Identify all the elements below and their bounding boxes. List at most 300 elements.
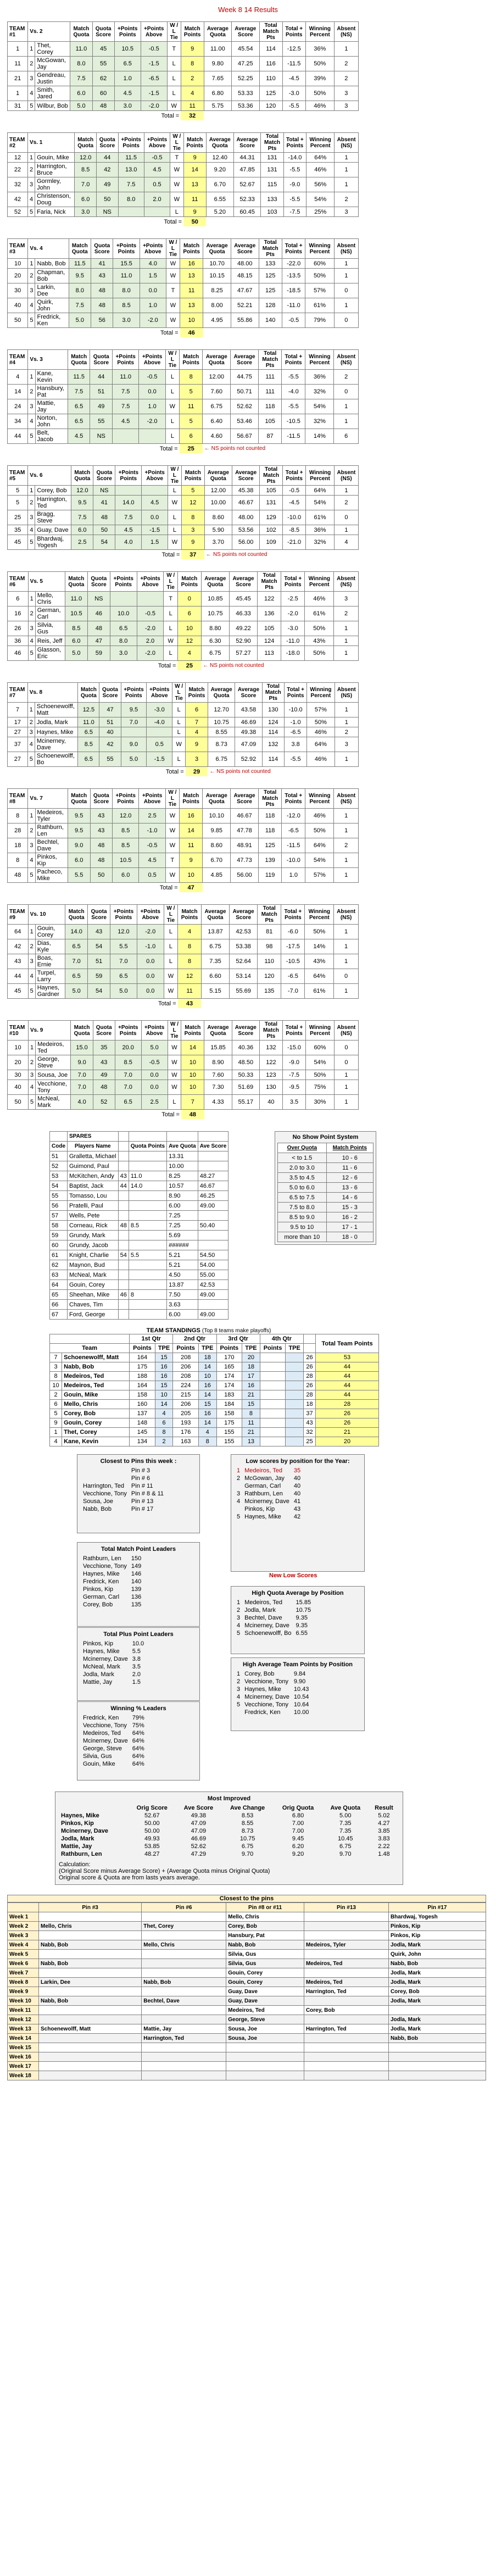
table-cell: 55.69	[230, 984, 258, 999]
table-cell: Pacheco, Mike	[35, 868, 68, 883]
total-label: Total =	[161, 112, 180, 119]
table-cell: 51	[88, 954, 110, 969]
table-cell: 5	[8, 496, 28, 510]
standings-cell: 148	[130, 1418, 155, 1428]
spares-cell: 8	[129, 1290, 166, 1300]
table-cell: 0.0	[141, 1080, 168, 1095]
table-cell: 5	[8, 486, 28, 496]
table-cell: 1	[334, 824, 359, 838]
spares-cell: Chaves, Tim	[68, 1300, 119, 1310]
standings-blank	[50, 1334, 130, 1344]
table-row	[8, 809, 359, 824]
table-cell: -0.5	[139, 370, 165, 385]
most-improved-cell: 6.75	[339, 1843, 352, 1850]
spares-cell: Sheehan, Mike	[68, 1290, 119, 1300]
table-cell: Nabb, Bob	[35, 259, 69, 269]
table-cell: 8.5	[65, 621, 87, 636]
spares-cell	[129, 1300, 166, 1310]
calc-label: Calculation:	[59, 1861, 91, 1868]
standings-cell: 26	[316, 1409, 379, 1418]
table-cell: 36	[8, 636, 29, 646]
table-cell: 4	[27, 192, 35, 207]
table-cell: 4	[334, 535, 358, 550]
table-cell: 123	[259, 1070, 282, 1080]
table-cell: 1.0	[139, 399, 165, 414]
table-cell: 47.09	[235, 737, 262, 752]
standings-cell: 10	[50, 1381, 62, 1390]
standings-cell: 163	[173, 1437, 199, 1446]
spares-cell: ######	[167, 1240, 198, 1250]
spares-cell: 14.0	[129, 1181, 166, 1191]
table-cell: 4.0	[71, 1095, 93, 1110]
table-cell: L	[165, 414, 179, 429]
table-cell: -3.0	[281, 621, 305, 636]
table-cell: 2	[28, 496, 35, 510]
table-cell: 3	[28, 621, 35, 636]
winning-leader-row	[81, 1745, 147, 1752]
most-improved-cell: 50.00	[144, 1820, 160, 1827]
table-cell: 4.85	[203, 868, 231, 883]
table-cell: 1	[28, 370, 35, 385]
table-cell: 9.0	[68, 838, 90, 853]
table-cell: -1.5	[141, 86, 167, 101]
spares-row	[50, 1201, 229, 1211]
table-cell: 13	[180, 298, 203, 313]
most-improved-cell: Mcinerney, Dave	[61, 1828, 109, 1834]
total-note	[206, 217, 358, 227]
table-cell: 44	[97, 153, 119, 163]
table-cell: 32%	[306, 535, 335, 550]
winning-leader-cell: 64%	[132, 1745, 144, 1752]
spares-cell	[198, 1211, 229, 1221]
standings-cell	[260, 1409, 286, 1418]
table-cell: 8.5	[78, 737, 99, 752]
table-cell: 4	[28, 969, 35, 984]
table-cell: 10.5	[113, 853, 139, 868]
low-score-cell: 35	[293, 1467, 301, 1474]
table-cell: 21	[8, 71, 28, 86]
closest-cell	[388, 2052, 486, 2062]
closest-cell: Silvia, Gus	[226, 1959, 304, 1968]
table-cell: 6.0	[65, 636, 87, 646]
table-cell: 1	[334, 636, 359, 646]
spares-cell: 46.25	[198, 1191, 229, 1201]
table-cell: 2	[334, 838, 359, 853]
table-cell: 6.0	[70, 86, 92, 101]
standings-cell: 6	[50, 1400, 62, 1409]
column-header: Match Points	[180, 239, 203, 259]
low-score-row	[235, 1498, 303, 1505]
closest-week-cell: Pin # 3	[131, 1467, 151, 1474]
table-cell: 118	[258, 809, 282, 824]
table-cell: 9.5	[68, 824, 90, 838]
table-cell: 50.71	[231, 385, 259, 399]
table-cell: 8	[178, 939, 202, 954]
standings-cell	[260, 1362, 286, 1372]
table-cell: 0.5	[147, 737, 172, 752]
table-cell: 8.5	[75, 163, 97, 177]
table-cell: McGowan, Jay	[35, 57, 70, 71]
table-cell: -13.5	[282, 269, 305, 283]
table-cell: 5	[27, 207, 35, 217]
table-cell: 118	[258, 399, 282, 414]
spares-cell: 3.63	[167, 1300, 198, 1310]
table-cell: 44	[8, 429, 28, 444]
table-cell: 39%	[305, 71, 334, 86]
table-cell: 11.0	[113, 269, 140, 283]
closest-row	[8, 1959, 486, 1968]
table-cell: 52	[8, 207, 28, 217]
table-cell: 6	[8, 592, 29, 607]
plus-leader-cell: Mattie, Jay	[83, 1679, 113, 1685]
table-cell: 4	[28, 86, 35, 101]
table-cell: 49.22	[229, 621, 257, 636]
match-leaders-panel	[77, 1542, 200, 1627]
spares-row	[50, 1151, 229, 1161]
table-cell: Mcinerney, Dave	[35, 737, 77, 752]
closest-cell: Nabb, Bob	[39, 1959, 142, 1968]
closest-cell: Nabb, Bob	[226, 1940, 304, 1950]
table-cell: Kane, Kevin	[35, 370, 68, 385]
table-row	[8, 101, 359, 111]
most-improved-cell: 47.09	[191, 1820, 207, 1827]
closest-cell: Thet, Corey	[142, 1922, 226, 1931]
table-cell: 7.5	[112, 385, 138, 399]
table-cell: L	[164, 954, 178, 969]
spares-cell: 52	[50, 1161, 68, 1171]
spares-header: Players Name	[68, 1142, 119, 1151]
low-score-row	[235, 1467, 303, 1475]
total-note	[204, 111, 358, 121]
table-cell: 5	[28, 868, 35, 883]
high-quota-cell: 1	[237, 1599, 241, 1606]
column-header: Quota Score	[97, 133, 119, 153]
table-cell: 59	[88, 969, 110, 984]
plus-leader-cell: 3.8	[132, 1656, 141, 1662]
table-cell: L	[164, 646, 178, 661]
table-cell: L	[165, 385, 179, 399]
table-cell: -10.5	[282, 414, 305, 429]
table-cell: 1	[27, 703, 35, 717]
standings-cell: 174	[216, 1381, 242, 1390]
table-cell: W	[172, 737, 186, 752]
closest-week-cell: Sousa, Joe	[83, 1498, 114, 1505]
table-cell: W	[164, 969, 178, 984]
table-cell: -5.5	[285, 752, 307, 767]
closest-cell	[304, 1912, 388, 1922]
page-title: Week 8 14 Results	[218, 5, 278, 14]
closest-cell: Week 16	[8, 2052, 39, 2062]
table-cell: 125	[259, 86, 282, 101]
standings-cell: 44	[316, 1372, 379, 1381]
column-header: Average Quota	[201, 905, 229, 925]
table-cell: 6.5	[110, 621, 137, 636]
table-cell: -8.5	[283, 525, 306, 535]
column-header: Quota Score	[90, 789, 112, 809]
spares-cell: 10.57	[167, 1181, 198, 1191]
spares-cell: 8.5	[129, 1221, 166, 1231]
spares-title: SPARES	[68, 1132, 119, 1142]
table-cell: 50.33	[232, 1070, 259, 1080]
no-show-cell: 8.5 to 9.0	[278, 1212, 327, 1222]
column-header: Absent (NS)	[334, 22, 358, 42]
table-cell: -5.5	[283, 192, 306, 207]
most-improved-cell: 7.00	[292, 1820, 304, 1827]
table-cell: 12.0	[71, 486, 93, 496]
standings-cell: 21	[242, 1390, 260, 1400]
column-header: Absent (NS)	[334, 789, 359, 809]
table-cell: Schoenewolff, Matt	[35, 703, 77, 717]
table-cell: 10.70	[203, 259, 231, 269]
table-cell: 3	[181, 525, 204, 535]
spares-cell: 49.00	[198, 1201, 229, 1211]
closest-row	[8, 2043, 486, 2052]
high-team-cell: 10.43	[293, 1686, 309, 1693]
table-cell: 4	[28, 414, 35, 429]
table-cell: 47.25	[232, 57, 259, 71]
spares-cell: 62	[50, 1260, 68, 1270]
table-cell: 3	[335, 737, 358, 752]
table-cell: 50%	[305, 621, 334, 636]
column-header: Total Match Pts	[258, 905, 281, 925]
table-cell: 6.30	[201, 636, 229, 646]
closest-cell	[39, 1968, 142, 1978]
column-header: Average Quota	[203, 350, 231, 370]
table-cell: 6.5	[115, 1095, 141, 1110]
table-cell: -0.5	[283, 486, 306, 496]
table-cell: W	[166, 259, 180, 269]
team-block	[7, 21, 496, 120]
spares-section	[49, 1131, 496, 1320]
table-cell: 8.5	[113, 838, 139, 853]
spares-cell: 11.0	[129, 1171, 166, 1181]
table-cell: 56	[91, 313, 113, 328]
closest-cell: Larkin, Dee	[39, 1978, 142, 1987]
table-cell: 116	[259, 57, 282, 71]
table-cell: 1	[28, 259, 35, 269]
column-header: +Points Points	[110, 572, 137, 592]
table-row	[8, 925, 359, 939]
table-cell: 2.5	[71, 535, 93, 550]
table-cell: 1	[335, 752, 358, 767]
table-cell: 50%	[307, 717, 335, 727]
table-cell: George, Steve	[36, 1055, 71, 1070]
winning-leader-row	[81, 1737, 147, 1745]
table-cell: 1	[334, 259, 358, 269]
table-row	[8, 429, 359, 444]
column-header: Winning Percent	[306, 133, 335, 153]
table-cell: 4	[181, 86, 204, 101]
table-cell: Thet, Corey	[35, 42, 70, 57]
winning-leader-cell: Medeiros, Ted	[83, 1730, 121, 1737]
table-cell: 41	[91, 259, 113, 269]
closest-header: Pin #13	[304, 1903, 388, 1912]
table-cell: 51	[99, 717, 121, 727]
team-label: TEAM #10	[8, 1021, 29, 1041]
closest-cell: Mattie, Jay	[142, 2024, 226, 2034]
table-cell: 2	[28, 824, 35, 838]
table-cell: 52.67	[233, 177, 261, 192]
table-cell: 47.73	[231, 853, 259, 868]
winning-leader-cell: 79%	[132, 1715, 144, 1721]
table-cell: 7.0	[65, 954, 88, 969]
table-cell: 6.60	[201, 969, 229, 984]
standings-cell: 26	[303, 1362, 315, 1372]
plus-leader-cell: Haynes, Mike	[83, 1648, 120, 1655]
low-score-cell: 2	[237, 1475, 241, 1482]
table-cell: 1	[28, 42, 35, 57]
table-cell: 1	[28, 486, 35, 496]
table-cell: 57%	[305, 283, 334, 298]
most-improved-cell: 2.22	[378, 1843, 390, 1850]
standings-cell: 4	[155, 1409, 173, 1418]
table-cell: 136	[258, 607, 281, 621]
standings-cell: 4	[198, 1428, 216, 1437]
match-leaders-title: Total Match Point Leaders	[101, 1546, 176, 1553]
table-cell: -0.5	[141, 1055, 168, 1070]
winning-leaders-panel	[77, 1701, 200, 1781]
total-label: Total =	[160, 329, 179, 336]
table-cell: 7	[8, 703, 28, 717]
table-cell: 62	[92, 71, 114, 86]
high-team-cell: Vecchione, Tony	[244, 1678, 289, 1685]
closest-cell	[304, 2062, 388, 2071]
table-cell: 4.5	[142, 496, 168, 510]
column-header: Average Score	[232, 22, 259, 42]
spares-cell	[118, 1310, 129, 1320]
column-header: Match Points	[181, 1021, 204, 1041]
spares-cell: Tomasso, Lou	[68, 1191, 119, 1201]
team-vs: Vs. 5	[28, 572, 65, 592]
table-cell: 4.0	[140, 259, 166, 269]
table-cell: -1.5	[141, 57, 167, 71]
table-cell: 6.5	[110, 969, 137, 984]
table-cell: 4.5	[144, 163, 170, 177]
team-block	[7, 238, 496, 337]
closest-cell	[39, 2062, 142, 2071]
team-label: TEAM #1	[8, 22, 28, 42]
table-cell: 10	[181, 1055, 204, 1070]
low-score-row	[235, 1490, 303, 1498]
table-cell: 48.91	[231, 838, 259, 853]
spares-cell	[129, 1280, 166, 1290]
closest-cell	[388, 2071, 486, 2080]
table-cell: 109	[260, 535, 283, 550]
spares-cell: 54	[50, 1181, 68, 1191]
spares-cell: Grundy, Mark	[68, 1231, 119, 1240]
table-cell: 54%	[305, 399, 334, 414]
table-cell: German, Carl	[35, 607, 65, 621]
match-leader-cell: Fredrick, Ken	[83, 1578, 119, 1585]
spares-cell	[118, 1300, 129, 1310]
table-cell: 5.15	[201, 984, 229, 999]
closest-cell: Jodla, Mark	[388, 1996, 486, 2006]
table-cell: Fredrick, Ken	[35, 313, 69, 328]
standings-cell	[260, 1428, 286, 1437]
closest-week-cell: Pin # 13	[131, 1498, 154, 1505]
total-value: 43	[178, 999, 202, 1009]
table-cell: -10.0	[282, 853, 305, 868]
table-cell: 4.5	[112, 414, 138, 429]
standings-cell: 1	[50, 1428, 62, 1437]
table-cell: -6.5	[141, 71, 167, 86]
closest-cell	[226, 2043, 304, 2052]
standings-cell: 44	[316, 1390, 379, 1400]
column-header: Winning Percent	[306, 466, 335, 486]
calc-line-2: Original score & Quota are from lasts years average.	[59, 1874, 200, 1881]
closest-cell: Week 13	[8, 2024, 39, 2034]
table-cell: 10	[180, 313, 203, 328]
table-cell: 37	[8, 737, 28, 752]
total-row	[8, 1110, 359, 1120]
standings-row	[50, 1409, 379, 1418]
no-show-row	[278, 1203, 374, 1212]
most-improved-cell: Mattie, Jay	[61, 1843, 92, 1850]
table-cell: Belt, Jacob	[35, 429, 68, 444]
most-improved-header: Ave Change	[230, 1805, 265, 1811]
most-improved-cell: 50.00	[144, 1828, 160, 1834]
closest-row	[8, 1922, 486, 1931]
team-table	[7, 1020, 359, 1119]
table-cell: 113	[258, 646, 281, 661]
most-improved-cell: 49.38	[191, 1812, 207, 1819]
table-cell: 2	[335, 727, 358, 737]
table-cell: 15.0	[71, 1041, 93, 1055]
closest-cell: Medeiros, Tyler	[304, 1940, 388, 1950]
plus-leader-row	[81, 1671, 146, 1678]
table-cell: 3.0	[113, 313, 140, 328]
table-cell: 8	[8, 853, 28, 868]
table-cell: 2	[27, 717, 35, 727]
table-cell: 44	[90, 370, 112, 385]
table-cell: 1.0	[114, 71, 141, 86]
table-cell: 6.5	[114, 57, 141, 71]
column-header: Match Quota	[70, 22, 92, 42]
spares-cell: Ford, George	[68, 1310, 119, 1320]
low-score-cell: German, Carl	[244, 1483, 281, 1489]
most-improved-cell: Haynes, Mike	[61, 1812, 99, 1819]
standings-sub-header: TPE	[242, 1344, 260, 1353]
table-cell: 7.0	[71, 1070, 93, 1080]
table-cell: 40	[8, 1080, 29, 1095]
table-cell: -2.0	[140, 313, 166, 328]
closest-cell: Schoenewolff, Matt	[39, 2024, 142, 2034]
spares-cell: 7.50	[167, 1290, 198, 1300]
table-cell: 5	[181, 486, 204, 496]
closest-cell	[39, 2071, 142, 2080]
spares-cell	[118, 1280, 129, 1290]
table-cell: 26	[8, 621, 29, 636]
standings-title: TEAM STANDINGS	[146, 1327, 200, 1334]
table-cell: -10.5	[281, 954, 305, 969]
most-improved-header: Ave Quota	[330, 1805, 361, 1811]
table-cell: 5.5	[68, 868, 90, 883]
column-header: Total + Points	[282, 789, 305, 809]
table-cell: 4	[28, 636, 35, 646]
table-cell: 7.0	[110, 954, 137, 969]
closest-cell	[304, 2034, 388, 2043]
match-leaders-table	[81, 1555, 143, 1609]
table-cell: 1	[334, 646, 359, 661]
high-team-cell: 2	[237, 1678, 241, 1685]
table-cell: W	[165, 868, 179, 883]
team-table	[7, 465, 359, 559]
table-cell: 48.00	[231, 259, 259, 269]
table-cell: 1	[28, 1041, 35, 1055]
closest-row	[8, 2071, 486, 2080]
column-header: Total Match Pts	[258, 350, 282, 370]
table-cell: 15.5	[113, 259, 140, 269]
